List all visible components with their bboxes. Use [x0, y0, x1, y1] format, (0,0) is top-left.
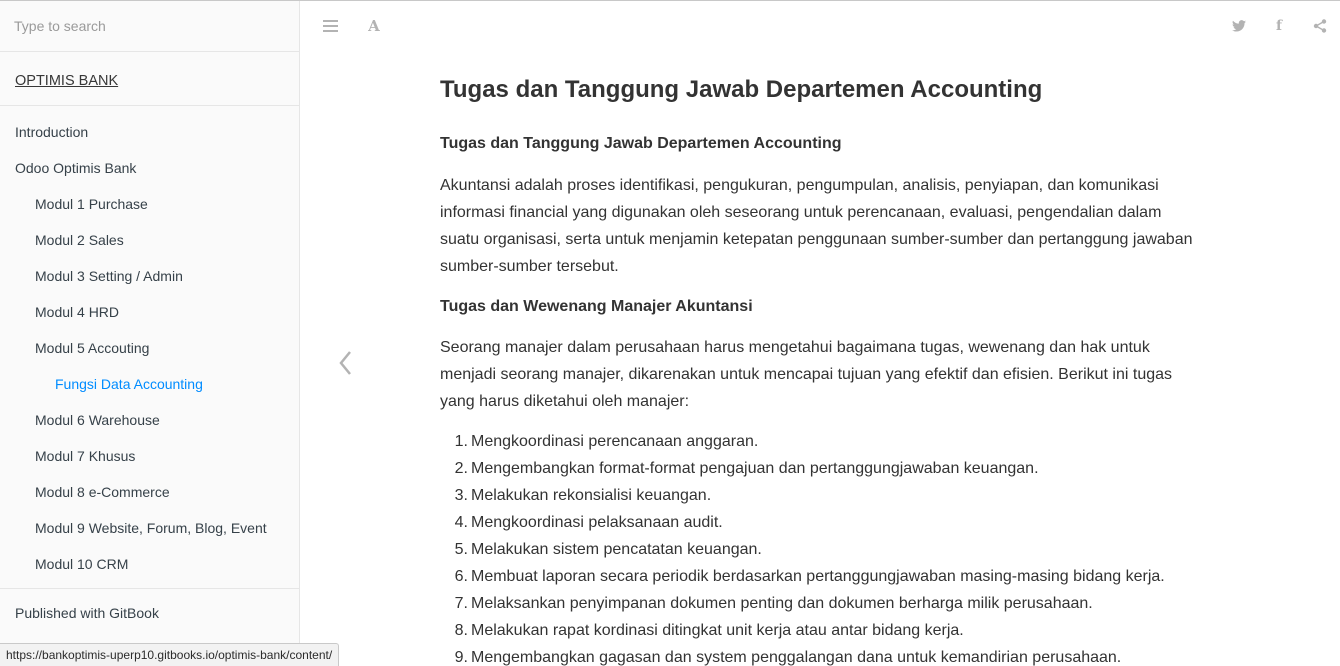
sidebar-item-modul-9[interactable]: Modul 9 Website, Forum, Blog, Event	[35, 520, 267, 536]
share-icon[interactable]	[1310, 16, 1330, 36]
sidebar-nav	[0, 106, 299, 582]
menu-icon[interactable]	[320, 16, 340, 36]
sidebar-item-odoo-optimis-bank[interactable]: Odoo Optimis Bank	[15, 160, 137, 176]
sidebar	[0, 1, 300, 666]
list-item: 9. Mengembangkan gagasan dan system penggalangan dana untuk kemandirian perusahaan.	[454, 649, 1122, 666]
paragraph-1: Akuntansi adalah proses identifikasi, pengukuran, pengumpulan, analisis, penyiapan, dan komunikasi informasi financial yang digunakan oleh seseorang untuk perencanaan, evaluasi, pengendalian dalam suatu organisasi, serta untuk menjamin ketepatan penggunaan sumber-sumber dan pertanggung jawaban sumber-sumber tersebut.	[440, 177, 1193, 275]
list-item: 6. Membuat laporan secara periodik berdasarkan pertanggungjawaban masing-masing bidang kerja.	[454, 568, 1165, 585]
sidebar-item-introduction[interactable]: Introduction	[15, 124, 89, 140]
section-heading-2: Tugas dan Wewenang Manajer Akuntansi	[440, 298, 753, 315]
sidebar-item-modul-6[interactable]: Modul 6 Warehouse	[35, 412, 160, 428]
book-brand	[0, 52, 299, 106]
browser-status-url: https://bankoptimis-uperp10.gitbooks.io/optimis-bank/content/	[0, 643, 339, 666]
sidebar-item-modul-1[interactable]: Modul 1 Purchase	[35, 196, 148, 212]
duties-list	[440, 428, 1200, 666]
sidebar-item-modul-4[interactable]: Modul 4 HRD	[35, 304, 120, 320]
list-item: 4. Mengkoordinasi pelaksanaan audit.	[454, 514, 723, 531]
sidebar-divider	[0, 588, 299, 589]
facebook-icon[interactable]: f	[1275, 18, 1283, 34]
brand-link[interactable]: OPTIMIS BANK	[15, 73, 119, 89]
sidebar-item-modul-7[interactable]: Modul 7 Khusus	[35, 448, 136, 464]
list-item: 1. Mengkoordinasi perencanaan anggaran.	[454, 433, 759, 450]
twitter-icon[interactable]	[1229, 16, 1249, 36]
published-with-gitbook-link[interactable]: Published with GitBook	[15, 605, 159, 621]
sidebar-item-modul-3[interactable]: Modul 3 Setting / Admin	[35, 268, 183, 284]
list-item: 5. Melakukan sistem pencatatan keuangan.	[454, 541, 762, 558]
sidebar-item-modul-8[interactable]: Modul 8 e-Commerce	[35, 484, 170, 500]
sidebar-item-modul-2[interactable]: Modul 2 Sales	[35, 232, 124, 248]
list-item: 7. Melaksankan penyimpanan dokumen penting dan dokumen berharga milik perusahaan.	[454, 595, 1093, 612]
list-item: 8. Melakukan rapat kordinasi ditingkat unit kerja atau antar bidang kerja.	[454, 622, 964, 639]
sidebar-item-fungsi-data-accounting[interactable]: Fungsi Data Accounting	[55, 376, 203, 392]
section-heading-1: Tugas dan Tanggung Jawab Departemen Accounting	[440, 135, 842, 152]
paragraph-2: Seorang manajer dalam perusahaan harus mengetahui bagaimana tugas, wewenang dan hak untuk menjadi seorang manajer, dikarenakan untuk mencapai tujuan yang efektif dan efisien. Berikut ini tugas yang harus diketahui oleh manajer:	[440, 339, 1173, 410]
sidebar-item-modul-5[interactable]: Modul 5 Accouting	[35, 340, 150, 356]
list-item: 2. Mengembangkan format-format pengajuan dan pertanggungjawaban keuangan.	[454, 460, 1039, 477]
font-settings-icon[interactable]: A	[368, 17, 380, 35]
search-box	[0, 1, 299, 52]
search-input[interactable]	[14, 18, 284, 34]
page-title: Tugas dan Tanggung Jawab Departemen Accounting	[440, 76, 1043, 103]
previous-page-chevron-icon[interactable]	[336, 348, 356, 378]
sidebar-item-modul-10[interactable]: Modul 10 CRM	[35, 556, 129, 572]
list-item: 3. Melakukan rekonsialisi keuangan.	[454, 487, 712, 504]
